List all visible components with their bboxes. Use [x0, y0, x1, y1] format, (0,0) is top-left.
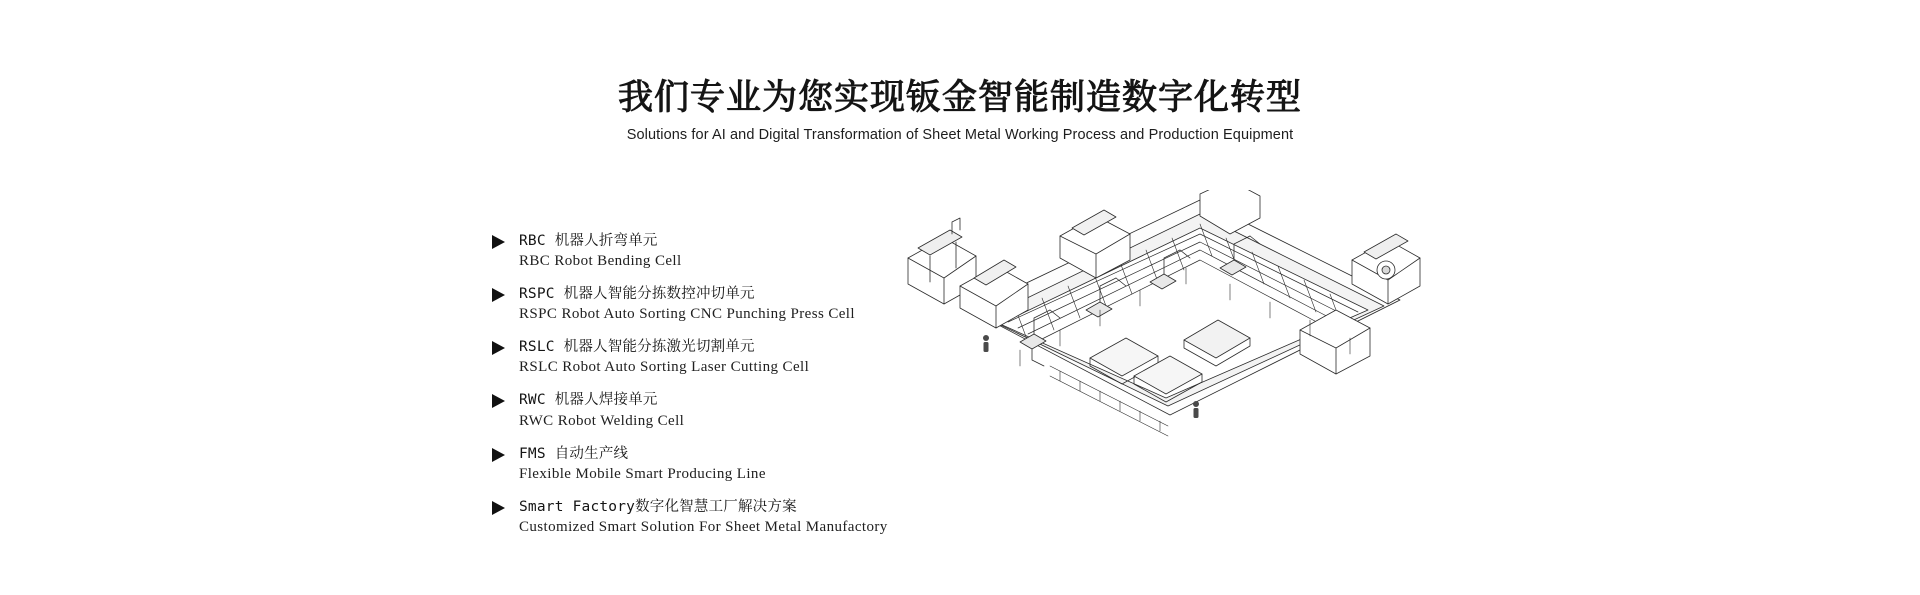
triangle-right-icon: [492, 341, 505, 355]
feature-title-cn: RBC 机器人折弯单元: [519, 233, 658, 249]
triangle-right-icon: [492, 288, 505, 302]
production-line-illustration: [900, 190, 1460, 470]
feature-title-cn: RSPC 机器人智能分拣数控冲切单元: [519, 286, 755, 303]
feature-title-en: RBC Robot Bending Cell: [519, 253, 682, 270]
feature-title-en: RWC Robot Welding Cell: [519, 412, 685, 429]
feature-title-en: Customized Smart Solution For Sheet Metal Manufactory: [519, 518, 888, 535]
triangle-right-icon: [492, 394, 505, 408]
feature-title-cn: Smart Factory数字化智慧工厂解决方案: [519, 498, 797, 515]
header: [0, 78, 1920, 143]
triangle-right-icon: [492, 501, 505, 515]
feature-title-cn: RWC 机器人焊接单元: [519, 392, 658, 409]
page-subtitle: Solutions for AI and Digital Transformation of Sheet Metal Working Process and Production Equipment: [626, 127, 1294, 144]
feature-title-en: RSLC Robot Auto Sorting Laser Cutting Cell: [519, 359, 810, 376]
list-item: [492, 498, 1012, 536]
triangle-right-icon: [492, 235, 505, 249]
feature-title-cn: FMS 自动生产线: [519, 445, 629, 462]
feature-title-en: Flexible Mobile Smart Producing Line: [519, 465, 766, 482]
triangle-right-icon: [492, 448, 505, 462]
feature-title-cn: RSLC 机器人智能分拣激光切割单元: [519, 339, 755, 356]
page-title: 我们专业为您实现钣金智能制造数字化转型: [617, 78, 1302, 118]
feature-title-en: RSPC Robot Auto Sorting CNC Punching Press Cell: [519, 306, 855, 323]
